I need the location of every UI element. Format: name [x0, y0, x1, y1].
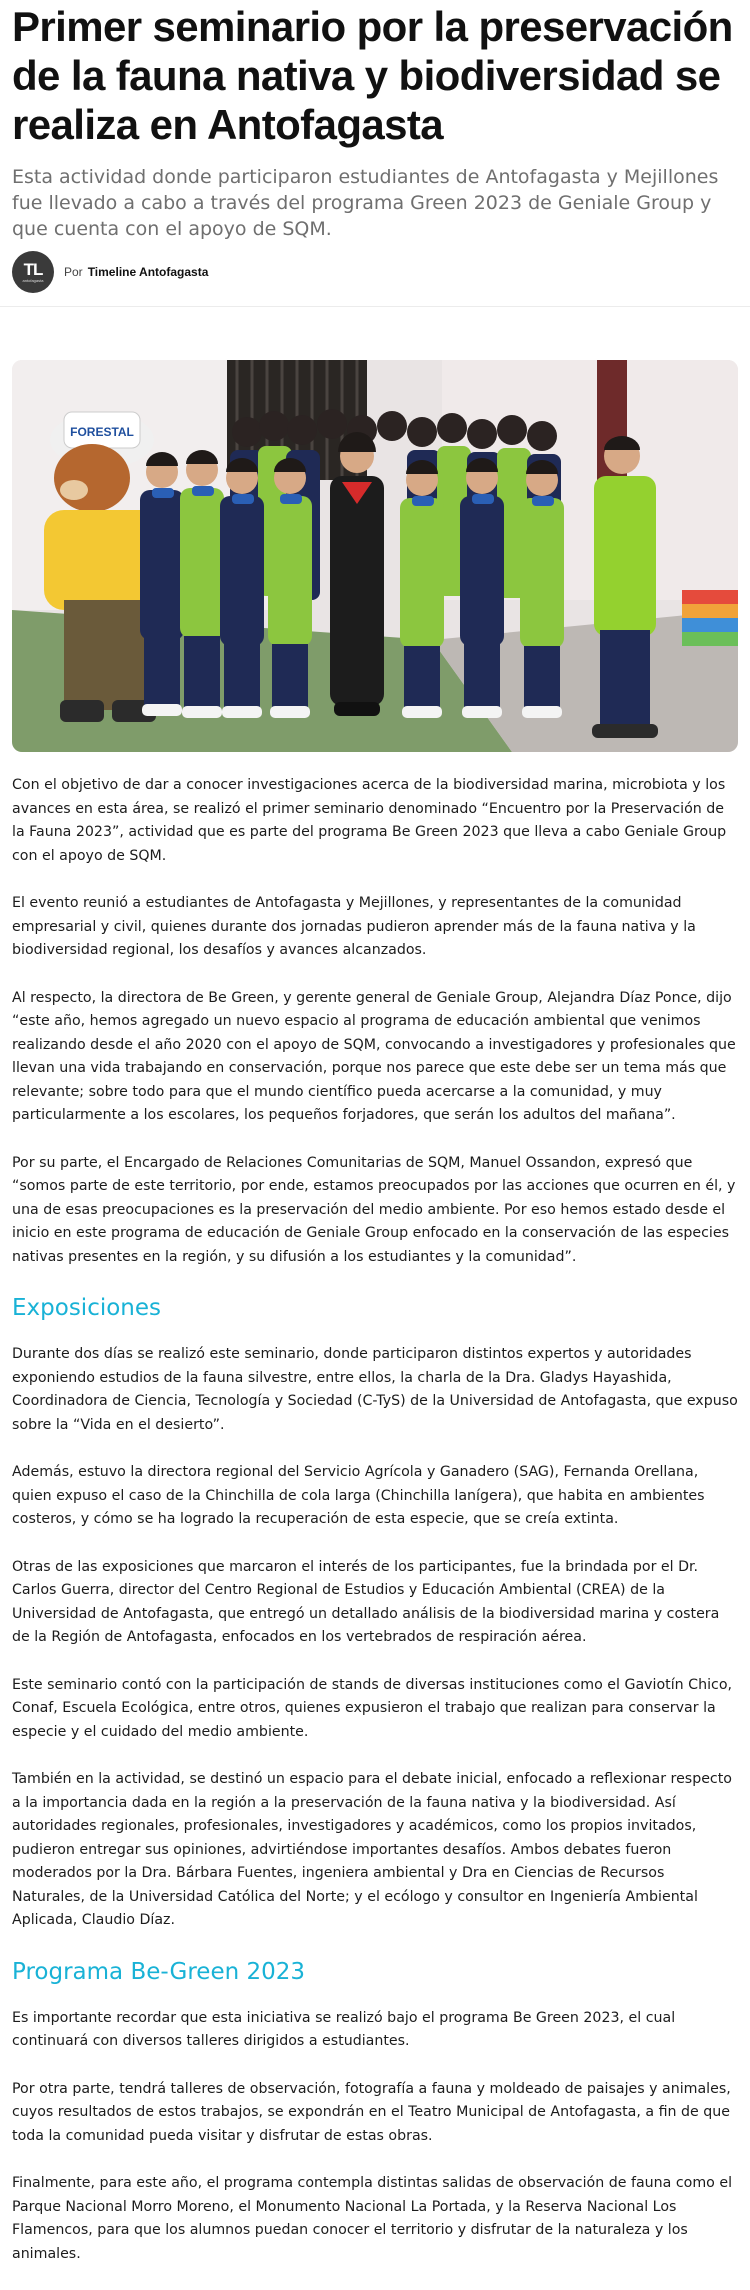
body-paragraph: Finalmente, para este año, el programa contempla distintas salidas de observación de fauna como el Parque Nacional Morro Moreno, el Monumento Nacional La Portada, y la Reserva Nacional Los Flamencos, para que los alumnos puedan conocer el territorio y disfrutar de la naturaleza y los animales.: [12, 2175, 733, 2262]
article-title: Primer seminario por la preservación de la fauna nativa y biodiversidad se realiza en Antofagasta: [12, 3, 733, 148]
body-paragraph: Al respecto, la directora de Be Green, y gerente general de Geniale Group, Alejandra Díaz Ponce, dijo “este año, hemos agregado un nuevo espacio al programa de educación ambiental que venimos realizando desde el año 2020 con el apoyo de SQM, convocando a investigadores y profesionales que llevan una vida trabajando en conservación, porque nos parece que este debe ser un tema más que relevante; sobre todo para que el mundo científico pueda acercarse a la comunidad, y muy particularmente a los escolares, los pequeños forjadores, que serán los adultos del mañana”.: [12, 989, 736, 1123]
section-heading-exposiciones: Exposiciones: [12, 1295, 162, 1321]
header-divider: [0, 306, 750, 307]
author-avatar[interactable]: [12, 251, 54, 293]
avatar-logo-subtext: antofagasta: [22, 277, 44, 283]
body-paragraph: El evento reunió a estudiantes de Antofagasta y Mejillones, y representantes de la comunidad empresarial y civil, quienes durante dos jornadas pudieron aprender más de la fauna nativa y la biodiversidad regional, los desafíos y avances alcanzados.: [12, 895, 696, 958]
body-paragraph: Este seminario contó con la participación de stands de diversas instituciones como el Gaviotín Chico, Conaf, Escuela Ecológica, entre otros, quienes expusieron el trabajo que realizan para conservar la especie y el cuidado del medio ambiente.: [12, 1676, 733, 1740]
group-photo: [12, 360, 738, 752]
hero-image: [12, 360, 738, 752]
article-body: [12, 774, 740, 2290]
byline: [12, 251, 208, 293]
body-paragraph: Por su parte, el Encargado de Relaciones Comunitarias de SQM, Manuel Ossandon, expresó que “somos parte de este territorio, por ende, estamos preocupados por las acciones que ocurren en él, y una de esas preocupaciones es la preservación del medio ambiente. Por eso hemos estado desde el inicio en este programa de educación de Geniale Group enfocado en la conservación de las especies nativas presentes en la región, y su difusión a los estudiantes y la comunidad”.: [12, 1154, 736, 1265]
body-paragraph: Con el objetivo de dar a conocer investigaciones acerca de la biodiversidad marina, microbiota y los avances en esta área, se realizó el primer seminario denominado “Encuentro por la Preservación de la Fauna 2023”, actividad que es parte del programa Be Green 2023 que lleva a cabo Geniale Group con el apoyo de SQM.: [12, 777, 727, 864]
avatar-logo-text: TL: [23, 259, 43, 279]
mascot-hat-text: FORESTAL: [70, 425, 134, 439]
article-subtitle: Esta actividad donde participaron estudiantes de Antofagasta y Mejillones fue llevado a cabo a través del programa Green 2023 de Geniale Group y que cuenta con el apoyo de SQM.: [12, 166, 719, 240]
section-heading-programa: Programa Be-Green 2023: [12, 1958, 306, 1985]
body-paragraph: Es importante recordar que esta iniciativa se realizó bajo el programa Be Green 2023, el cual continuará con diversos talleres dirigidos a estudiantes.: [12, 2009, 676, 2049]
author-link[interactable]: Timeline Antofagasta: [87, 265, 209, 279]
body-paragraph: Durante dos días se realizó este seminario, donde participaron distintos expertos y autoridades exponiendo estudios de la fauna silvestre, entre ellos, la charla de la Dra. Gladys Hayashida, Coordinadora de Ciencia, Tecnología y Sociedad (C-TyS) de la Universidad de Antofagasta, que expuso sobre la “Vida en el desierto”.: [12, 1346, 738, 1433]
body-paragraph: Por otra parte, tendrá talleres de observación, fotografía a fauna y moldeado de paisajes y animales, cuyos resultados de estos trabajos, se expondrán en el Teatro Municipal de Antofagasta, a fin de que toda la comunidad pueda visitar y disfrutar de estas obras.: [12, 2080, 731, 2144]
byline-prefix: Por: [64, 265, 83, 279]
body-paragraph: Además, estuvo la directora regional del Servicio Agrícola y Ganadero (SAG), Fernanda Orellana, quien expuso el caso de la Chinchilla de cola larga (Chinchilla lanígera), que habita en ambientes costeros, y cómo se ha logrado la recuperación de esta especie, que se creía extinta.: [12, 1464, 705, 1527]
body-paragraph: Otras de las exposiciones que marcaron el interés de los participantes, fue la brindada por el Dr. Carlos Guerra, director del Centro Regional de Estudios y Educación Ambiental (CREA) de la Universidad de Antofagasta, que entregó un detallado análisis de la biodiversidad marina y costera de la Región de Antofagasta, enfocados en los vertebrados de respiración aérea.: [12, 1558, 720, 1645]
body-paragraph: También en la actividad, se destinó un espacio para el debate inicial, enfocado a reflexionar respecto a la importancia dada en la región a la preservación de la fauna nativa y la biodiversidad. Así autoridades regionales, profesionales, investigadores y académicos, como los propios invitados, pudieron entregar sus opiniones, advirtiéndose importantes desafíos. Ambos debates fueron moderados por la Dra. Bárbara Fuentes, ingeniera ambiental y Dra en Ciencias de Recursos Naturales, de la Universidad Católica del Norte; y el ecólogo y consultor en Ingeniería Ambiental Aplicada, Claudio Díaz.: [12, 1771, 732, 1928]
